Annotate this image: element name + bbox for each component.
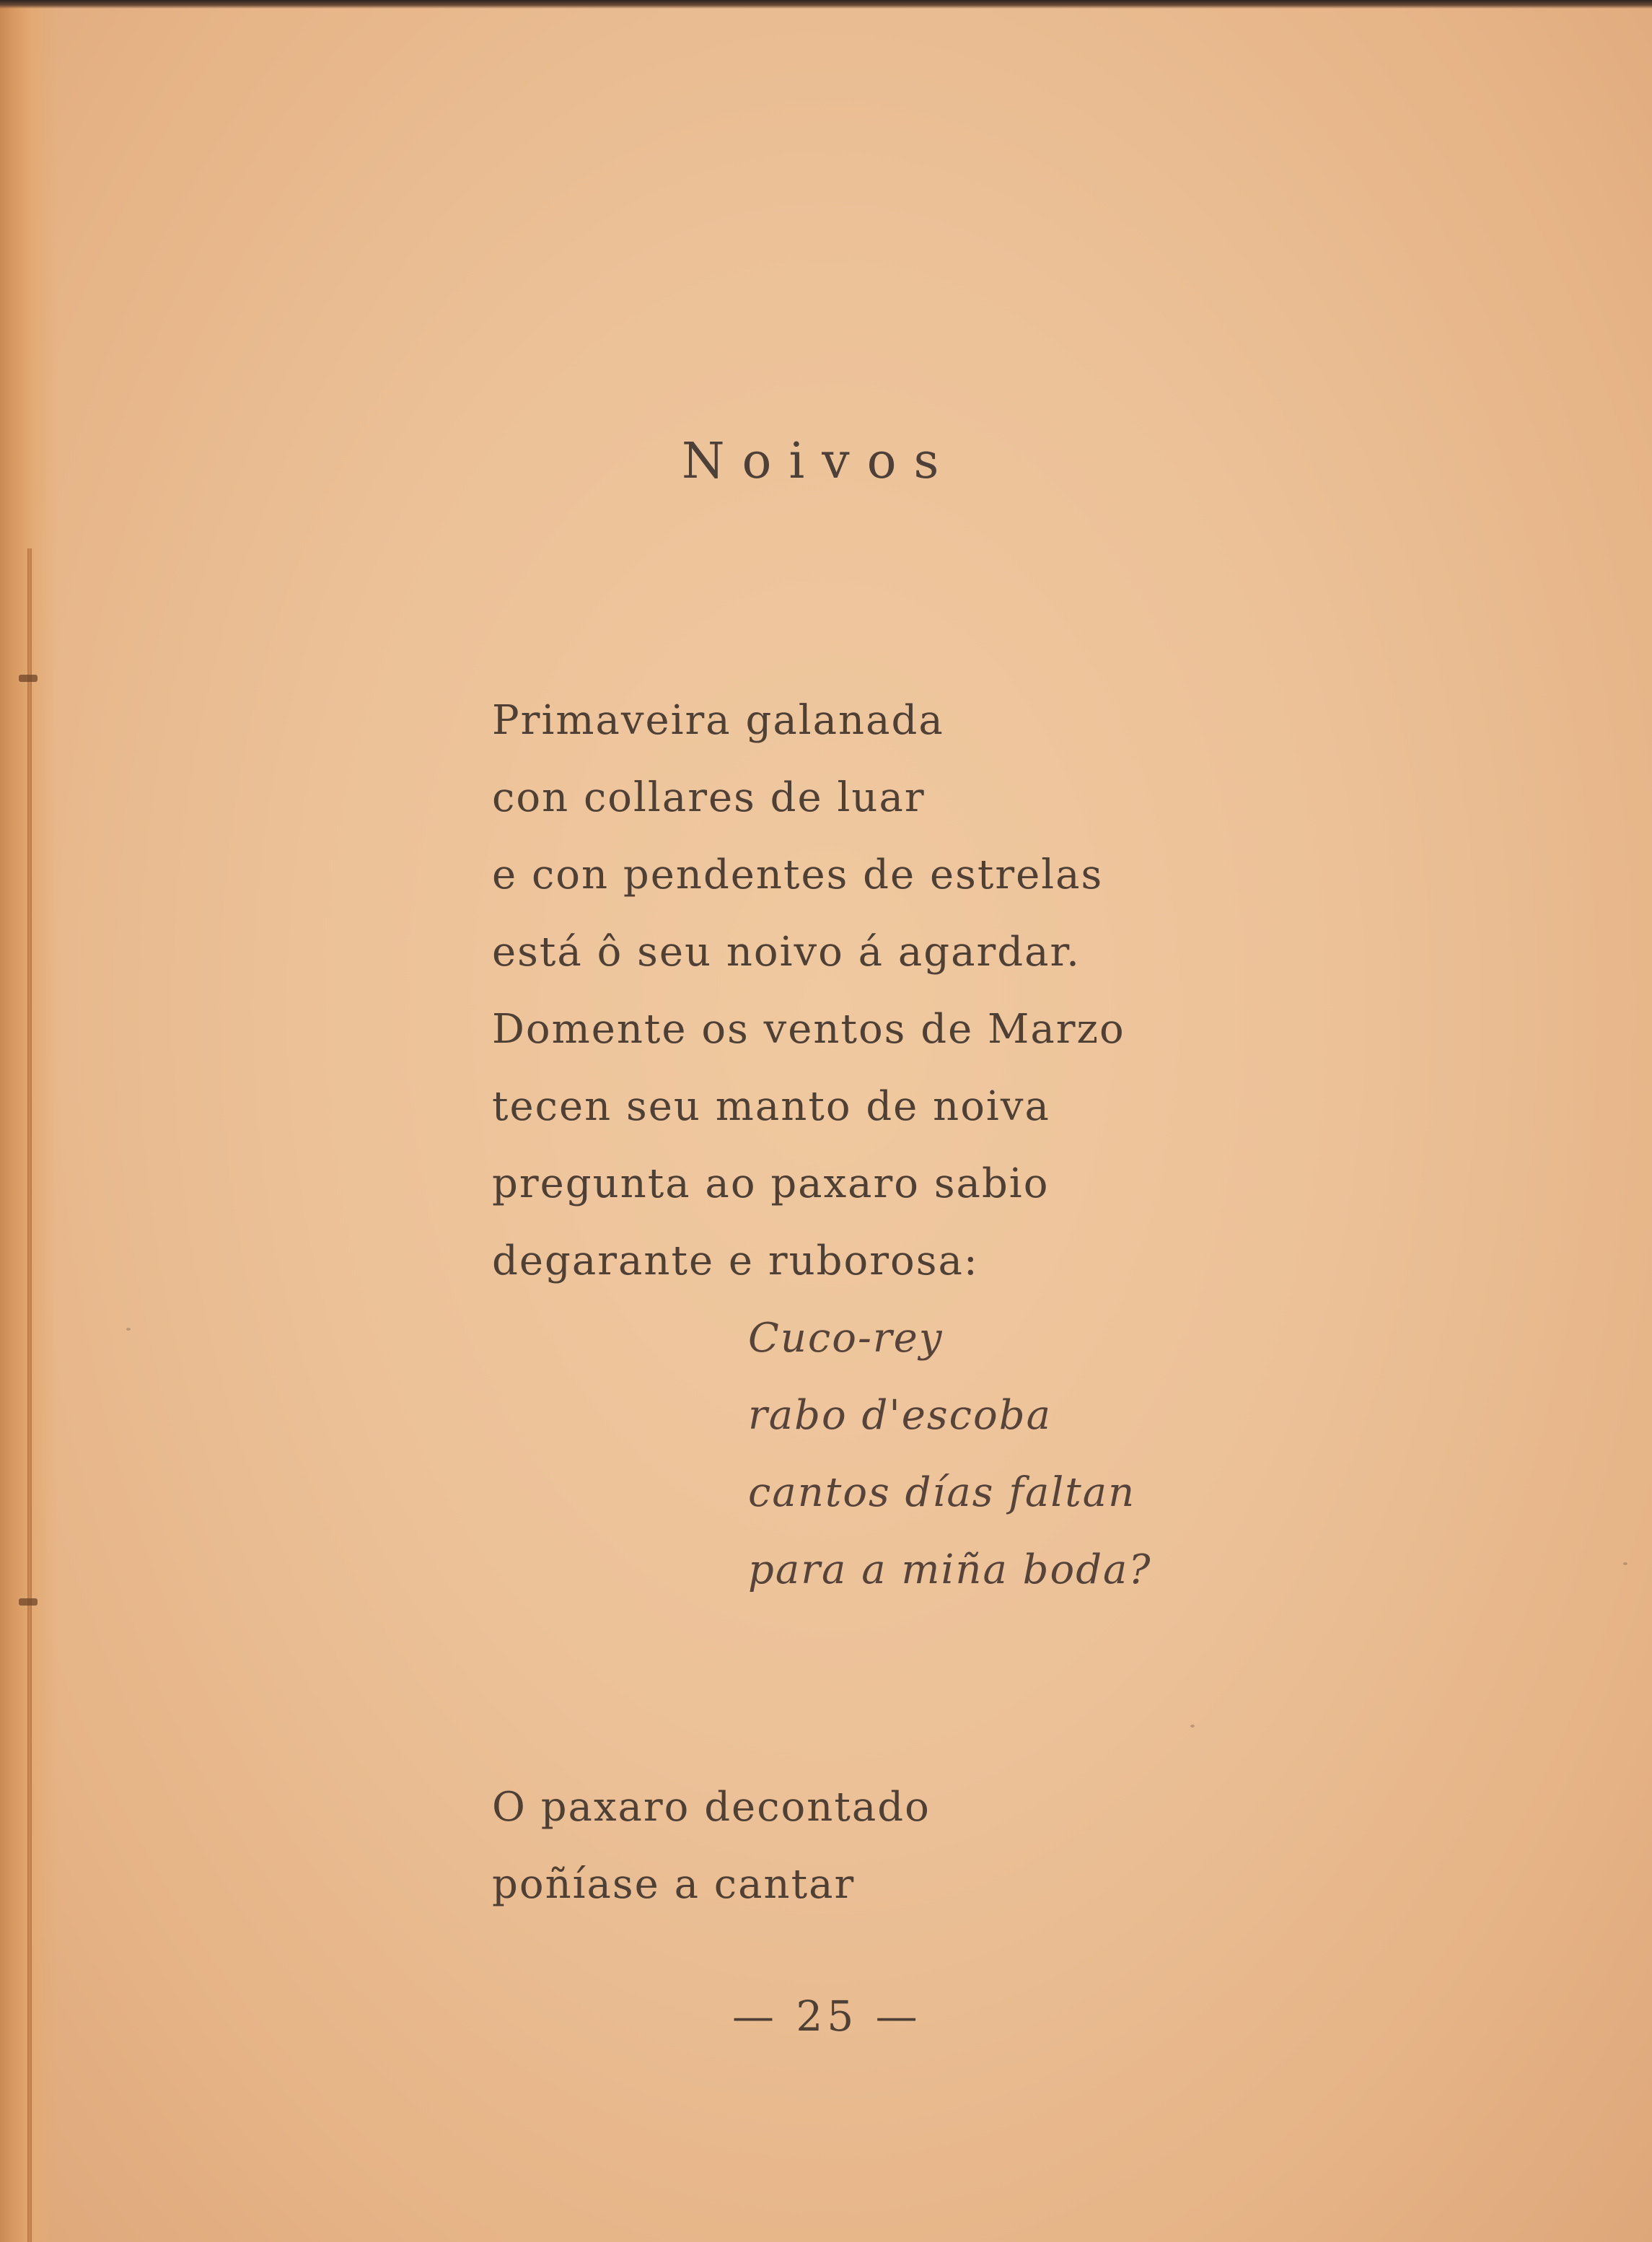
refrain-line: rabo d'escoba <box>748 1392 1052 1439</box>
poem-line: O paxaro decontado <box>492 1784 931 1831</box>
binding-thread <box>19 675 38 682</box>
poem-title: Noivos <box>682 433 957 490</box>
refrain-line: cantos días faltan <box>748 1469 1136 1516</box>
poem-line: poñíase a cantar <box>492 1861 856 1908</box>
refrain-line: Cuco-rey <box>748 1315 944 1362</box>
top-edge <box>0 0 1652 9</box>
poem-line: e con pendentes de estrelas <box>492 851 1104 898</box>
binding-thread <box>19 1598 38 1606</box>
poem-line: tecen seu manto de noiva <box>492 1083 1050 1130</box>
poem-body <box>492 682 1358 1923</box>
refrain-line: para a miña boda? <box>748 1546 1152 1593</box>
paper-speck <box>126 1328 131 1331</box>
poem-line: pregunta ao paxaro sabio <box>492 1160 1050 1207</box>
page-number: — 25 — <box>732 1992 922 2041</box>
poem-line: Domente os ventos de Marzo <box>492 1006 1125 1053</box>
poem-line: Primaveira galanada <box>492 697 944 744</box>
paper-speck <box>1623 1562 1627 1565</box>
poem-line: degarante e ruborosa: <box>492 1238 979 1284</box>
poem-line: con collares de luar <box>492 774 926 821</box>
stanza-gap <box>492 1608 1358 1769</box>
poem-line: está ô seu noivo á agardar. <box>492 929 1081 976</box>
binding-edge <box>27 548 32 2242</box>
